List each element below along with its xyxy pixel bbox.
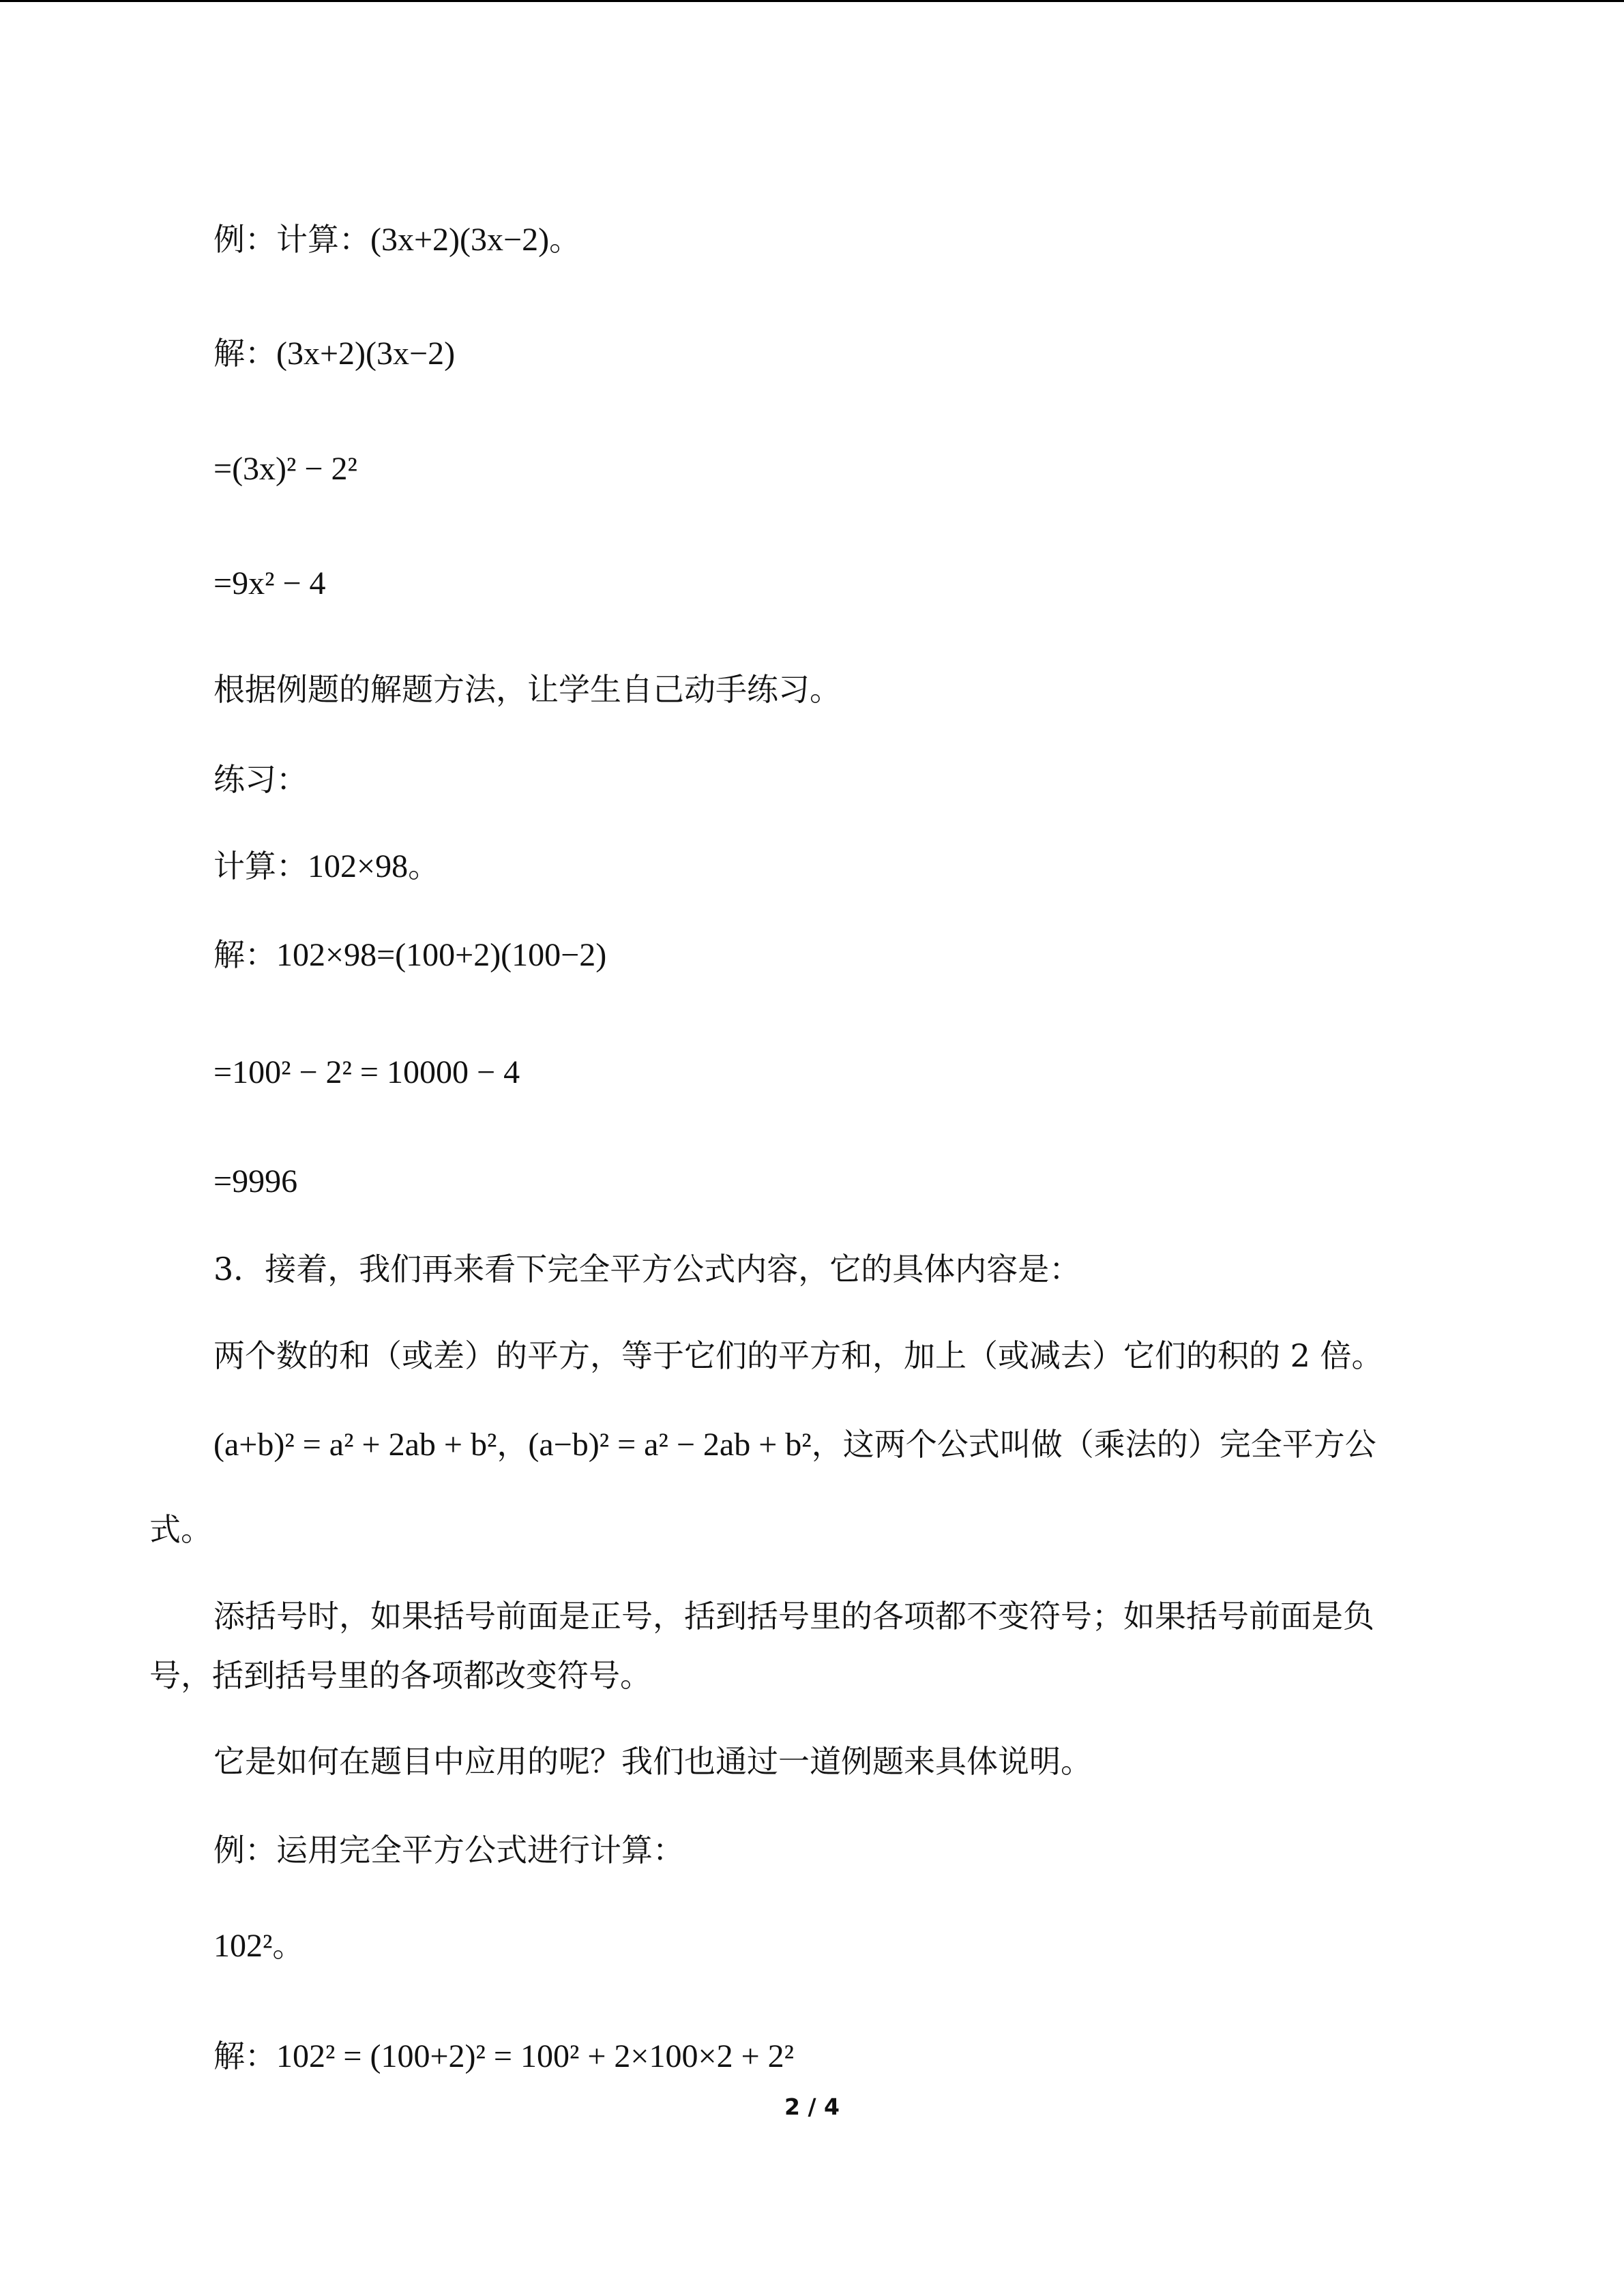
- example1-step2: =9x² − 4: [213, 565, 326, 601]
- practice-solution-label: 解：: [213, 936, 276, 973]
- example2-expr: 102²: [213, 1928, 273, 1964]
- practice-step2: =9996: [213, 1163, 298, 1199]
- formula-separator: ，: [497, 1426, 529, 1463]
- example1-question-label: 例：计算：: [213, 221, 370, 258]
- formula-difference-square: (a−b)² = a² − 2ab + b²: [528, 1427, 812, 1463]
- practice-solution: [213, 932, 606, 978]
- bracket-rule-line1: 添括号时，如果括号前面是正号，括到括号里的各项都不变符号；如果括号前面是负: [213, 1598, 1374, 1635]
- section3-intro: 3．接着，我们再来看下完全平方公式内容，它的具体内容是：: [213, 1251, 1081, 1287]
- example2-solution: [213, 2033, 794, 2079]
- practice-label: 练习：: [213, 761, 308, 798]
- application-intro: 它是如何在题目中应用的呢？我们也通过一道例题来具体说明。: [213, 1743, 1092, 1780]
- example1-question-end: 。: [549, 221, 581, 258]
- practice-question-label: 计算：: [213, 848, 308, 884]
- page-number: 2 / 4: [784, 2093, 840, 2120]
- example1-question-expr: (3x+2)(3x−2): [370, 222, 550, 258]
- formula-description-continued: 式。: [149, 1511, 212, 1548]
- example1-step1: =(3x)² − 2²: [213, 451, 357, 487]
- practice-question: [213, 844, 439, 889]
- example2-expr-end: 。: [272, 1927, 304, 1964]
- bracket-rule-line2: 号，括到括号里的各项都改变符号。: [149, 1657, 651, 1694]
- formula-sum-square: (a+b)² = a² + 2ab + b²: [213, 1427, 497, 1463]
- square-rule: 两个数的和（或差）的平方，等于它们的平方和，加上（或减去）它们的积的 2 倍。: [213, 1337, 1383, 1374]
- formula-line: [213, 1422, 1376, 1467]
- example1-solution-expr: (3x+2)(3x−2): [276, 336, 456, 372]
- example2-label: 例：运用完全平方公式进行计算：: [213, 1832, 684, 1868]
- example2-solution-label: 解：: [213, 2038, 276, 2074]
- practice-question-end: 。: [408, 848, 440, 884]
- example1-solution: [213, 331, 455, 376]
- example1-solution-label: 解：: [213, 335, 276, 372]
- example2-solution-expr: 102² = (100+2)² = 100² + 2×100×2 + 2²: [276, 2038, 795, 2074]
- formula-description: ，这两个公式叫做（乘法的）完全平方公: [811, 1426, 1376, 1463]
- practice-solution-expr: 102×98=(100+2)(100−2): [276, 937, 607, 973]
- example1-question: [213, 217, 580, 263]
- page-top-border: [0, 0, 1624, 2]
- practice-step1: =100² − 2² = 10000 − 4: [213, 1054, 520, 1090]
- example2-expression: [213, 1923, 304, 1969]
- instruction-text: 根据例题的解题方法，让学生自己动手练习。: [213, 671, 841, 708]
- practice-question-expr: 102×98: [308, 848, 409, 884]
